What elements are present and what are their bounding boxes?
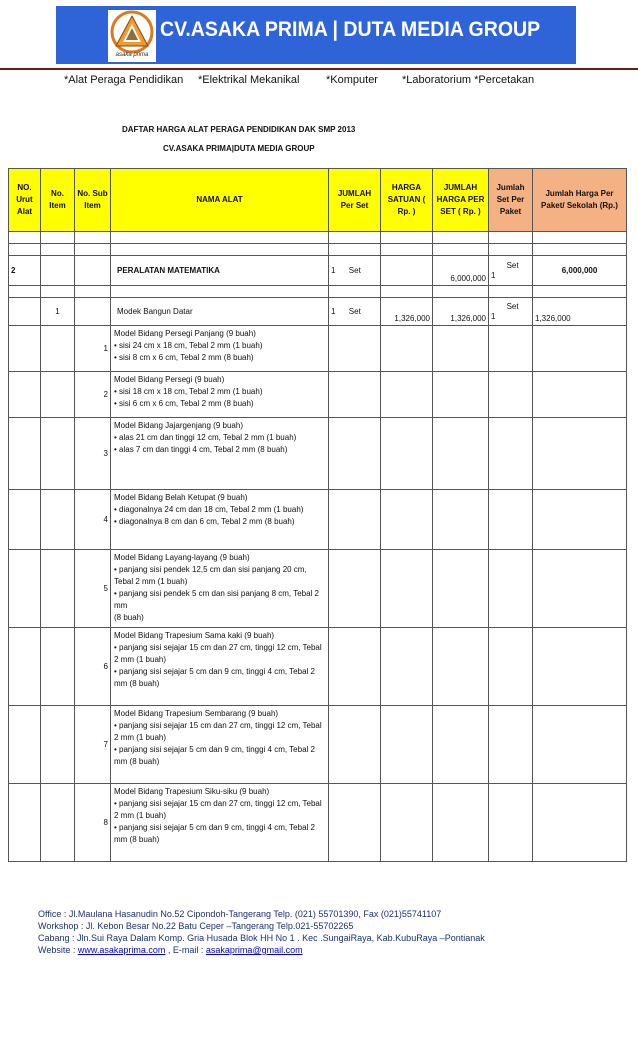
col-header-no-sub: No. Sub Item (75, 169, 111, 232)
item-total: 1,326,000 (533, 298, 627, 326)
sub-item-no: 4 (75, 490, 111, 550)
sub-item-no: 3 (75, 418, 111, 490)
group-qty: 1 Set (329, 256, 381, 286)
group-no: 2 (9, 256, 41, 286)
email-link[interactable]: asakaprima@gmail.com (205, 945, 303, 955)
col-header-jumlah-harga: JUMLAH HARGA PER SET ( Rp. ) (433, 169, 489, 232)
table-header-row (9, 169, 627, 232)
tagline-item: *Elektrikal Mekanikal (198, 74, 300, 86)
sub-item-desc: Model Bidang Trapesium Sama kaki (9 buah) • panjang sisi sejajar 15 cm dan 27 cm, tinggi 12 cm, Tebal 2 mm (1 buah) • panjang sisi sejajar 5 cm dan 9 cm, tinggi 4 cm, Tebal 2 mm (8 buah) (111, 628, 329, 706)
sub-item-row (9, 784, 627, 862)
sub-item-row (9, 326, 627, 372)
col-header-jumlah-set: Jumlah Set Per Paket (489, 169, 533, 232)
sub-item-row (9, 628, 627, 706)
col-header-nama: NAMA ALAT (111, 169, 329, 232)
tagline-item: *Laboratorium *Percetakan (402, 74, 535, 86)
footer-workshop: Workshop : Jl. Kebon Besar No.22 Batu Ceper –Tangerang Telp.021-55702265 (38, 921, 354, 931)
col-header-jumlah: JUMLAH Per Set (329, 169, 381, 232)
col-header-jumlah-harga-paket: Jumlah Harga Per Paket/ Sekolah (Rp.) (533, 169, 627, 232)
group-row (9, 256, 627, 286)
website-link[interactable]: www.asakaprima.com (77, 945, 166, 955)
document-subtitle: CV.ASAKA PRIMA|DUTA MEDIA GROUP (163, 144, 315, 153)
sub-item-desc: Model Bidang Persegi Panjang (9 buah) • sisi 24 cm x 18 cm, Tebal 2 mm (1 buah) • sisi 8 cm x 6 cm, Tebal 2 mm (8 buah) (111, 326, 329, 372)
item-row (9, 298, 627, 326)
item-qty: 1 Set (329, 298, 381, 326)
tagline-item: *Alat Peraga Pendidikan (64, 74, 184, 86)
item-name: Modek Bangun Datar (111, 298, 329, 326)
sub-item-desc: Model Bidang Belah Ketupat (9 buah) • diagonalnya 24 cm dan 18 cm, Tebal 2 mm (1 buah) • diagonalnya 8 cm dan 6 cm, Tebal 2 mm (8 buah) (111, 490, 329, 550)
tagline-item: *Komputer (326, 74, 378, 86)
group-name: PERALATAN MATEMATIKA (111, 256, 329, 286)
sub-item-desc: Model Bidang Trapesium Sembarang (9 buah) • panjang sisi sejajar 15 cm dan 27 cm, tinggi 12 cm, Tebal 2 mm (1 buah) • panjang sisi sejajar 5 cm dan 9 cm, tinggi 4 cm, Tebal 2 mm (8 buah) (111, 706, 329, 784)
company-name: CV.ASAKA PRIMA | DUTA MEDIA GROUP (160, 18, 541, 41)
sub-item-row (9, 490, 627, 550)
spacer-row (9, 232, 627, 244)
spacer-row (9, 244, 627, 256)
spacer-row (9, 286, 627, 298)
item-set: 1 Set (489, 298, 533, 326)
col-header-no-item: No. Item (41, 169, 75, 232)
footer-contact: Website : www.asakaprima.com , E-mail : asakaprima@gmail.com (38, 945, 303, 955)
sub-item-no: 7 (75, 706, 111, 784)
logo-triangle-icon (108, 10, 156, 54)
col-header-harga-satuan: HARGA SATUAN ( Rp. ) (381, 169, 433, 232)
sub-item-row (9, 372, 627, 418)
item-jumlah-harga: 1,326,000 (433, 298, 489, 326)
footer-address (38, 908, 485, 956)
sub-item-no: 1 (75, 326, 111, 372)
sub-item-desc: Model Bidang Layang-layang (9 buah) • panjang sisi pendek 12,5 cm dan sisi panjang 20 cm, Tebal 2 mm (1 buah) • panjang sisi pendek 5 cm dan sisi panjang 8 cm, Tebal 2 mm (8 buah) (111, 550, 329, 628)
document-title: DAFTAR HARGA ALAT PERAGA PENDIDIKAN DAK SMP 2013 (122, 125, 356, 134)
sub-item-desc: Model Bidang Trapesium Siku-siku (9 buah) • panjang sisi sejajar 15 cm dan 27 cm, tinggi 12 cm, Tebal 2 mm (1 buah) • panjang sisi sejajar 5 cm dan 9 cm, tinggi 4 cm, Tebal 2 mm (8 buah) (111, 784, 329, 862)
group-jumlah-harga: 6,000,000 (433, 256, 489, 286)
sub-item-row (9, 550, 627, 628)
sub-item-desc: Model Bidang Persegi (9 buah) • sisi 18 cm x 18 cm, Tebal 2 mm (1 buah) • sisi 6 cm x 6 cm, Tebal 2 mm (8 buah) (111, 372, 329, 418)
item-harga-satuan: 1,326,000 (381, 298, 433, 326)
sub-item-row (9, 706, 627, 784)
group-total: 6,000,000 (533, 256, 627, 286)
sub-item-desc: Model Bidang Jajargenjang (9 buah) • alas 21 cm dan tinggi 12 cm, Tebal 2 mm (1 buah) • alas 7 cm dan tinggi 4 cm, Tebal 2 mm (8 buah) (111, 418, 329, 490)
footer-cabang: Cabang : Jln.Sui Raya Dalam Komp. Gria Husada Blok HH No 1 . Kec .SungaiRaya, Kab.KubuRaya –Pontianak (38, 933, 485, 943)
footer-office: Office : Jl.Maulana Hasanudin No.52 Cipondoh-Tangerang Telp. (021) 55701390, Fax (021)55741107 (38, 909, 442, 919)
price-table (8, 168, 627, 862)
col-header-no-urut: NO. Urut Alat (9, 169, 41, 232)
sub-item-no: 2 (75, 372, 111, 418)
item-no: 1 (41, 298, 75, 326)
sub-item-row (9, 418, 627, 490)
logo-subtext: asaka prima (115, 52, 149, 58)
group-set: 1 Set (489, 256, 533, 286)
sub-item-no: 5 (75, 550, 111, 628)
sub-item-no: 6 (75, 628, 111, 706)
header-divider (0, 68, 638, 70)
sub-item-no: 8 (75, 784, 111, 862)
